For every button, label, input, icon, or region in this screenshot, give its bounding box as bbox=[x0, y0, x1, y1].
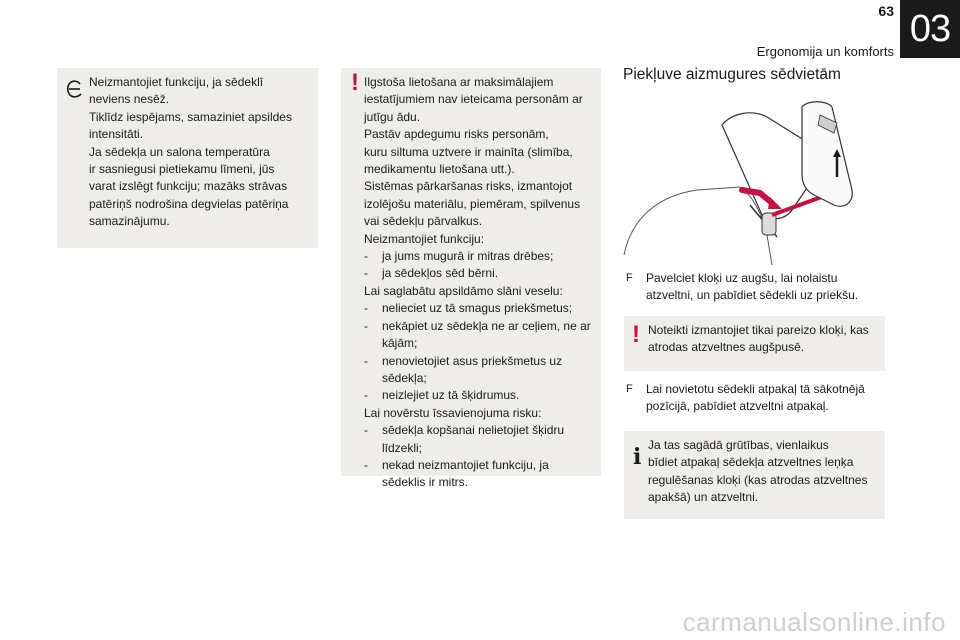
step-marker-icon: F bbox=[626, 272, 633, 284]
eco-line: ir sasniegusi pietiekamu līmeni, jūs bbox=[89, 162, 275, 177]
list-text: sēdekļa kopšanai nelietojiet šķidru bbox=[382, 423, 565, 438]
note-line: Noteikti izmantojiet tikai pareizo kloķi, kas bbox=[648, 323, 869, 337]
eco-leaf-icon bbox=[65, 78, 85, 100]
warning-line: Pastāv apdegumu risks personām, bbox=[364, 127, 549, 142]
warning-list-item bbox=[364, 353, 591, 370]
list-text: nelieciet uz tā smagus priekšmetus; bbox=[382, 301, 573, 316]
page-number: 63 bbox=[878, 3, 894, 19]
warning-list-item bbox=[364, 422, 591, 439]
note-line: apakšā) un atzveltni. bbox=[648, 490, 759, 505]
list-text: ja jums mugurā ir mitras drēbes; bbox=[382, 249, 554, 264]
section-heading: Piekļuve aizmugures sēdvietām bbox=[623, 66, 841, 83]
list-dash: - bbox=[364, 457, 368, 472]
eco-line: samazinājumu. bbox=[89, 214, 170, 229]
note-line: atrodas atzveltnes augšpusē. bbox=[648, 340, 805, 355]
list-dash: - bbox=[364, 266, 368, 281]
step-marker-icon: F bbox=[626, 383, 633, 395]
list-dash: - bbox=[364, 301, 368, 316]
eco-line: varat izslēgt funkciju; mazāks strāvas bbox=[89, 179, 288, 194]
seat-illustration bbox=[622, 95, 882, 265]
list-continuation: kājām; bbox=[382, 336, 418, 351]
warning-line: Sistēmas pārkaršanas risks, izmantojot bbox=[364, 179, 573, 194]
warning-icon: ! bbox=[632, 321, 640, 348]
warning-list-item bbox=[364, 300, 591, 317]
eco-line: patēriņš nodrošina degvielas patēriņa bbox=[89, 196, 289, 211]
warning-list-item bbox=[364, 248, 591, 265]
list-text: nekad neizmantojiet funkciju, ja bbox=[382, 457, 549, 472]
list-text: ja sēdekļos sēd bērni. bbox=[382, 266, 499, 281]
list-continuation: sēdekļa; bbox=[382, 370, 427, 385]
eco-line: Tiklīdz iespējams, samaziniet apsildes bbox=[89, 109, 292, 124]
warning-line: izolējošu materiālu, piemēram, spilvenus bbox=[364, 196, 581, 211]
chapter-tab: 03 bbox=[900, 0, 960, 58]
step-line: Pavelciet kloķi uz augšu, lai nolaistu bbox=[646, 271, 838, 285]
warning-list-item bbox=[364, 265, 591, 282]
info-icon: i bbox=[633, 444, 642, 470]
warning-line: kuru siltuma uztvere ir mainīta (slimība, bbox=[364, 144, 573, 159]
list-continuation: līdzekli; bbox=[382, 440, 423, 455]
step-line: pozīcijā, pabīdiet atzveltni atpakaļ. bbox=[646, 399, 829, 414]
warning-line: Neizmantojiet funkciju: bbox=[364, 231, 485, 246]
list-text: neizlejiet uz tā šķidrumus. bbox=[382, 388, 520, 403]
watermark: carmanualsonline.info bbox=[682, 607, 946, 637]
list-dash: - bbox=[364, 388, 368, 403]
eco-line: neviens nesēž. bbox=[89, 92, 170, 107]
warning-list-item bbox=[364, 387, 591, 404]
step-line: atzveltni, un pabīdiet sēdekli uz priekšu. bbox=[646, 288, 859, 303]
warning-line: Ilgstoša lietošana ar maksimālajiem bbox=[364, 75, 554, 89]
eco-text bbox=[89, 74, 292, 231]
note-line: regulēšanas kloķi (kas atrodas atzveltnes bbox=[648, 472, 868, 487]
note-line: bīdiet atpakaļ sēdekļa atzveltnes leņķa bbox=[648, 455, 854, 470]
warning-line: Lai novērstu īssavienojuma risku: bbox=[364, 405, 542, 420]
right-warning-box bbox=[624, 316, 885, 371]
eco-box bbox=[57, 68, 318, 248]
warning-line: iestatījumiem nav ieteicama personām ar bbox=[364, 92, 583, 107]
step-2 bbox=[626, 381, 865, 416]
warning-line: medikamentu lietošana utt.). bbox=[364, 162, 515, 177]
eco-line: Neizmantojiet funkciju, ja sēdeklī bbox=[89, 75, 264, 89]
step-line: Lai novietotu sēdekli atpakaļ tā sākotnējā bbox=[646, 382, 865, 396]
warning-list-item bbox=[364, 457, 591, 474]
warning-box bbox=[341, 68, 601, 490]
list-dash: - bbox=[364, 353, 368, 368]
warning-line: Lai saglabātu apsildāmo slāni veselu: bbox=[364, 283, 563, 298]
right-warning-text bbox=[648, 322, 869, 357]
warning-line: vai sēdekļu pārvalkus. bbox=[364, 214, 483, 229]
list-text: nekāpiet uz sēdekļa ne ar ceļiem, ne ar bbox=[382, 318, 591, 333]
list-dash: - bbox=[364, 249, 368, 264]
list-text: nenovietojiet asus priekšmetus uz bbox=[382, 353, 563, 368]
list-continuation: sēdeklis ir mitrs. bbox=[382, 475, 469, 490]
eco-line: Ja sēdekļa un salona temperatūra bbox=[89, 144, 270, 159]
info-text bbox=[648, 437, 867, 507]
info-box bbox=[624, 431, 885, 519]
step-1 bbox=[626, 270, 858, 305]
list-dash: - bbox=[364, 318, 368, 333]
section-title: Ergonomija un komforts bbox=[756, 44, 894, 59]
list-dash: - bbox=[364, 423, 368, 438]
warning-list-item bbox=[364, 318, 591, 335]
warning-line: jutīgu ādu. bbox=[364, 109, 421, 124]
warning-text bbox=[364, 74, 591, 492]
note-line: Ja tas sagādā grūtības, vienlaikus bbox=[648, 438, 829, 452]
eco-line: intensitāti. bbox=[89, 127, 144, 142]
warning-icon: ! bbox=[351, 69, 359, 96]
